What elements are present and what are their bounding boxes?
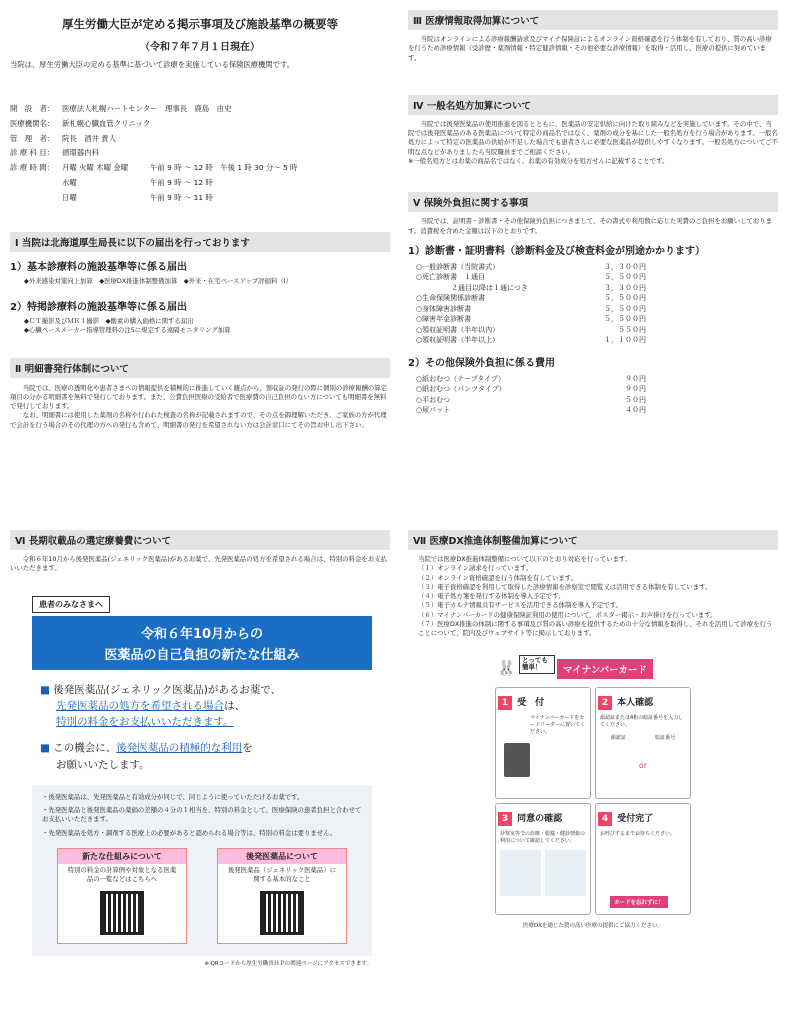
intro-text: 当院は、厚生労働大臣の定める基準に基づいて診療を実施している保険医療機関です。: [10, 60, 294, 69]
right-top-panel: [408, 10, 778, 416]
section-1-title: Ⅰ 当院は北海道厚生局長に以下の届出を行っております: [10, 232, 390, 252]
dx-item: （７）医療DX推進の体制に関する事項及び質の高い診療を提供するための十分な情報を取得し、それを活用して診療を行うことについて、院内及びウェブサイト等に掲示しております。: [418, 619, 773, 638]
section-6-title: Ⅵ 長期収載品の選定療養費について: [10, 530, 390, 550]
section-1-sub1: 1）基本診療料の施設基準等に係る届出: [10, 261, 187, 273]
section-2-title: Ⅱ 明細書発行体制について: [10, 358, 390, 378]
hours-row-2: 日曜 午前 9 時 〜 11 時: [62, 192, 213, 202]
step-card-2: 2 本人確認 顔認証または4桁の暗証番号を入力してください。 顔認証 暗証番号 or: [595, 687, 691, 799]
hours-row-0: 診 療 時 間： 月曜 火曜 木曜 金曜 午前 9 時 〜 12 時 午後 1 時 30 分〜 5 時: [10, 163, 298, 173]
fee-row: ○一般診断書（当院書式） ３，３００円: [416, 262, 646, 271]
dx-item: （４）電子処方箋を発行する体制を導入予定です。: [418, 592, 565, 601]
section-5-p: 当院では、証明書・診断書・その他保険外負担につきまして、その書式や利用数に応じた実費のご負担をお願いしております。消費税を含めた金額は以下のとおりです。: [408, 217, 773, 235]
step-card-1: 1 受 付 マイナンバーカードをカードリーダーに置いてください。: [495, 687, 591, 799]
date-line: （令和７年７月１日現在）: [140, 42, 260, 53]
info-row-1: 医療機関名： 新札幌心臓血管クリニック: [10, 118, 151, 128]
card-reader-icon: [504, 743, 530, 777]
flyer-bullet-2: ■ この機会に、後発医薬品の積極的な利用を お願いいたします。: [40, 742, 253, 771]
fee-row: ○身体障害診断書 ５，５００円: [416, 304, 646, 313]
dx-item: （３）電子資格確認を利用して取得した診療情報を診察室で閲覧又は活用できる体制を有しています。: [418, 582, 712, 591]
step-card-4: 4 受付完了 お呼びするまでお待ちください。 カードを忘れずに！: [595, 803, 691, 915]
section-5-sub1: 1）診断書・証明書料（診断料金及び検査料金が別途かかります）: [408, 245, 705, 257]
info-row-3: 診 療 科 目： 循環器内科: [10, 148, 99, 158]
section-4-p: 当院では後発医薬品の使用推進を図るとともに、医薬品の安定供給に向けた取り組みなどを実施しています。その中で、当院では後発医薬品のある医薬品について特定の商品名ではなく、薬剤の成分を基にした一般名処方を行う場合があります。一般名処方によって特定の医薬品の供給が不足した場合でも患者さんに必要な医薬品が提供しやすくなります。一般名処方についてご不明な点などがありましたら当院職員までご相談ください。: [408, 119, 779, 156]
flyer-banner: [32, 616, 372, 670]
section-3-title: Ⅲ 医療情報取得加算について: [408, 10, 778, 30]
fees-list-2: [416, 374, 646, 416]
section-2-p2: なお、明細書には使用した薬剤の名称や行われた検査の名称が記載されますので、その点を御理解いただき、ご家族の方が代理で会計を行う場合のその代理の方への発行も含めて、明細書の発行を希望されない方は会計窓口にてその旨お申し出下さい。: [10, 411, 387, 429]
fee-row: ○尿パット ４０円: [416, 406, 646, 415]
section-5-sub2: 2）その他保険外負担に係る費用: [408, 357, 555, 369]
fee-row: ○紙おむつ（パンツタイプ） ９０円: [416, 385, 646, 394]
qr-note: ※ QRコードから厚生労働省ＨＰの関連ページにアクセスできます。: [204, 960, 372, 967]
square-bullet-icon: ■: [40, 683, 54, 696]
poster-badge: とっても簡単！: [519, 655, 555, 675]
flyer-note: ・後発医薬品は、先発医薬品と有効成分が同じで、同じように使っていただけるお薬です。: [42, 792, 304, 801]
dx-item: （１）オンライン請求を行っています。: [418, 564, 533, 573]
square-bullet-icon: ■: [40, 742, 54, 755]
right-bottom-panel: [408, 530, 778, 953]
generic-drug-flyer: [32, 592, 372, 967]
dx-item: （２）オンライン資格確認を行う体制を有しています。: [418, 573, 578, 582]
fee-row: ○平おむつ ５０円: [416, 395, 646, 404]
qr-card-2: 後発医薬品について 後発医薬品（ジェネリック医薬品）に関する基本的なこと: [217, 848, 347, 944]
qr-code-icon[interactable]: [260, 891, 304, 935]
banner-line-2: 医薬品の自己負担の新たな仕組み: [104, 647, 300, 663]
section-7-list: [408, 564, 778, 638]
info-row-2: 管 理 者： 院長 酒井 貴人: [10, 133, 117, 143]
section-1-items1: ◆外来感染対策向上加算 ◆医療DX推進体制整備加算 ◆外来・在宅ベースアップ評価料（Ⅰ）: [24, 276, 293, 285]
qr-card-1: 新たな仕組みについて 特別の料金の計算例や対象となる医薬品の一覧などはこちらへ: [57, 848, 187, 944]
section-6-p: 令和６年10月から後発医薬品(ジェネリック医薬品)があるお薬で、先発医薬品の処方を希望される場合は、特別の料金をお支払いいただきます。: [10, 555, 387, 573]
flyer-note: ・先発医薬品を処方・調剤する医療上の必要があると認められる場合等は、特別の料金は要りません。: [42, 828, 337, 837]
flyer-note: ・先発医薬品と後発医薬品の薬価の差額の４分の１相当を、特別の料金として、医療保険の患者負担と合わせてお支払いいただきます。: [42, 806, 362, 824]
section-1-sub2: 2）特掲診療料の施設基準等に係る届出: [10, 301, 187, 313]
step-card-3: 3 同意の確認 診察室等での診療・服薬・健診情報の利用について確認してください。: [495, 803, 591, 915]
left-top-panel: [10, 10, 390, 430]
forget-card-label: カードを忘れずに！: [610, 896, 668, 908]
flyer-notes-box: [32, 785, 372, 956]
left-bottom-panel: [10, 530, 390, 967]
fee-row: ○領収証明書（半年以上） １，１００円: [416, 336, 646, 345]
section-5-title: Ⅴ 保険外負担に関する事項: [408, 192, 778, 212]
banner-line-1: 令和６年10月からの: [140, 626, 264, 642]
rabbit-mascot-icon: 🐰: [497, 658, 516, 677]
qr-code-icon[interactable]: [100, 891, 144, 935]
dx-item: （５）電子カルテ情報共有サービスを活用できる体制を導入予定です。: [418, 601, 622, 610]
section-1-items2a: ◆ＣＴ撮影及びＭＲＩ撮影 ◆酸素の購入価格に関する届出: [24, 316, 194, 325]
fee-row: ○紙おむつ（テープタイプ） ９０円: [416, 374, 646, 383]
section-7-intro: 当院では医療DX推進体制整備について以下のとおり対応を行っています。: [418, 555, 632, 563]
poster-title: マイナンバーカード: [557, 659, 653, 679]
flyer-tag: 患者のみなさまへ: [32, 596, 110, 613]
qr-row: [42, 848, 362, 944]
fee-row: ○死亡診断書 １通目 ５，５００円: [416, 273, 646, 282]
hours-row-1: 水曜 午前 9 時 〜 12 時: [62, 178, 213, 188]
page-title: 厚生労働大臣が定める掲示事項及び施設基準の概要等: [62, 17, 338, 31]
fees-list-1: [416, 262, 646, 346]
step-number: 1: [498, 696, 512, 710]
mynumber-poster: [493, 653, 693, 953]
section-4-title: Ⅳ 一般名処方加算について: [408, 95, 778, 115]
fee-row: ○生命保険関係診断書 ５，５００円: [416, 294, 646, 303]
section-7-title: Ⅶ 医療DX推進体制整備加算について: [408, 530, 778, 550]
step-number: 4: [598, 812, 612, 826]
dx-item: （６）マイナンバーカードの健康保険証利用の使用について、ポスター掲示・お声掛けを行っています。: [418, 610, 717, 619]
or-label: or: [638, 760, 648, 770]
poster-footer: 医療DXを通じた質の高い医療の提供にご協力ください。: [522, 922, 663, 929]
section-4-note: ※一般名処方とはお薬の商品名ではなく、お薬の有効成分を処方せんに記載することです。: [408, 156, 669, 165]
section-1-items2b: ◆心臓ペースメーカー指導管理料の注5に規定する遠隔モニタリング加算: [24, 326, 231, 335]
fee-row: ２通目以降は１通につき ３，３００円: [416, 283, 646, 292]
fee-row: ○障害年金診断書 ５，５００円: [416, 315, 646, 324]
fee-row: ○領収証明書（半年以内） ５５０円: [416, 325, 646, 334]
clinic-info: [10, 102, 390, 206]
info-row-0: 開 設 者： 医療法人札幌ハートセンター 理事長 鹿島 由史: [10, 104, 232, 113]
section-2-p1: 当院では、医療の透明化や患者さまへの情報提供を積極的に推進していく観点から、領収証の発行の際に個別の診療報酬の算定項目の分かる明細書を無料で発行しております。また、公費負担医療の受給者で医療費の自己負担のない方についても明細書を無料で発行しております。: [10, 383, 388, 411]
flyer-bullet-1: ■ 後発医薬品(ジェネリック医薬品)があるお薬で、 先発医薬品の処方を希望される場合は、 特別の料金をお支払いいただきます。: [40, 683, 282, 729]
step-number: 3: [498, 812, 512, 826]
step-number: 2: [598, 696, 612, 710]
section-3-p: 当院はオンラインによる診療報酬請求及びマイナ保険証によるオンライン資格確認を行う体制を有しており、質の高い診療を行うため診療情報（受診歴・薬剤情報・特定健診情報・その他必要な診療情報）を取得・活用し、医療の提供に努めています。: [408, 35, 772, 62]
